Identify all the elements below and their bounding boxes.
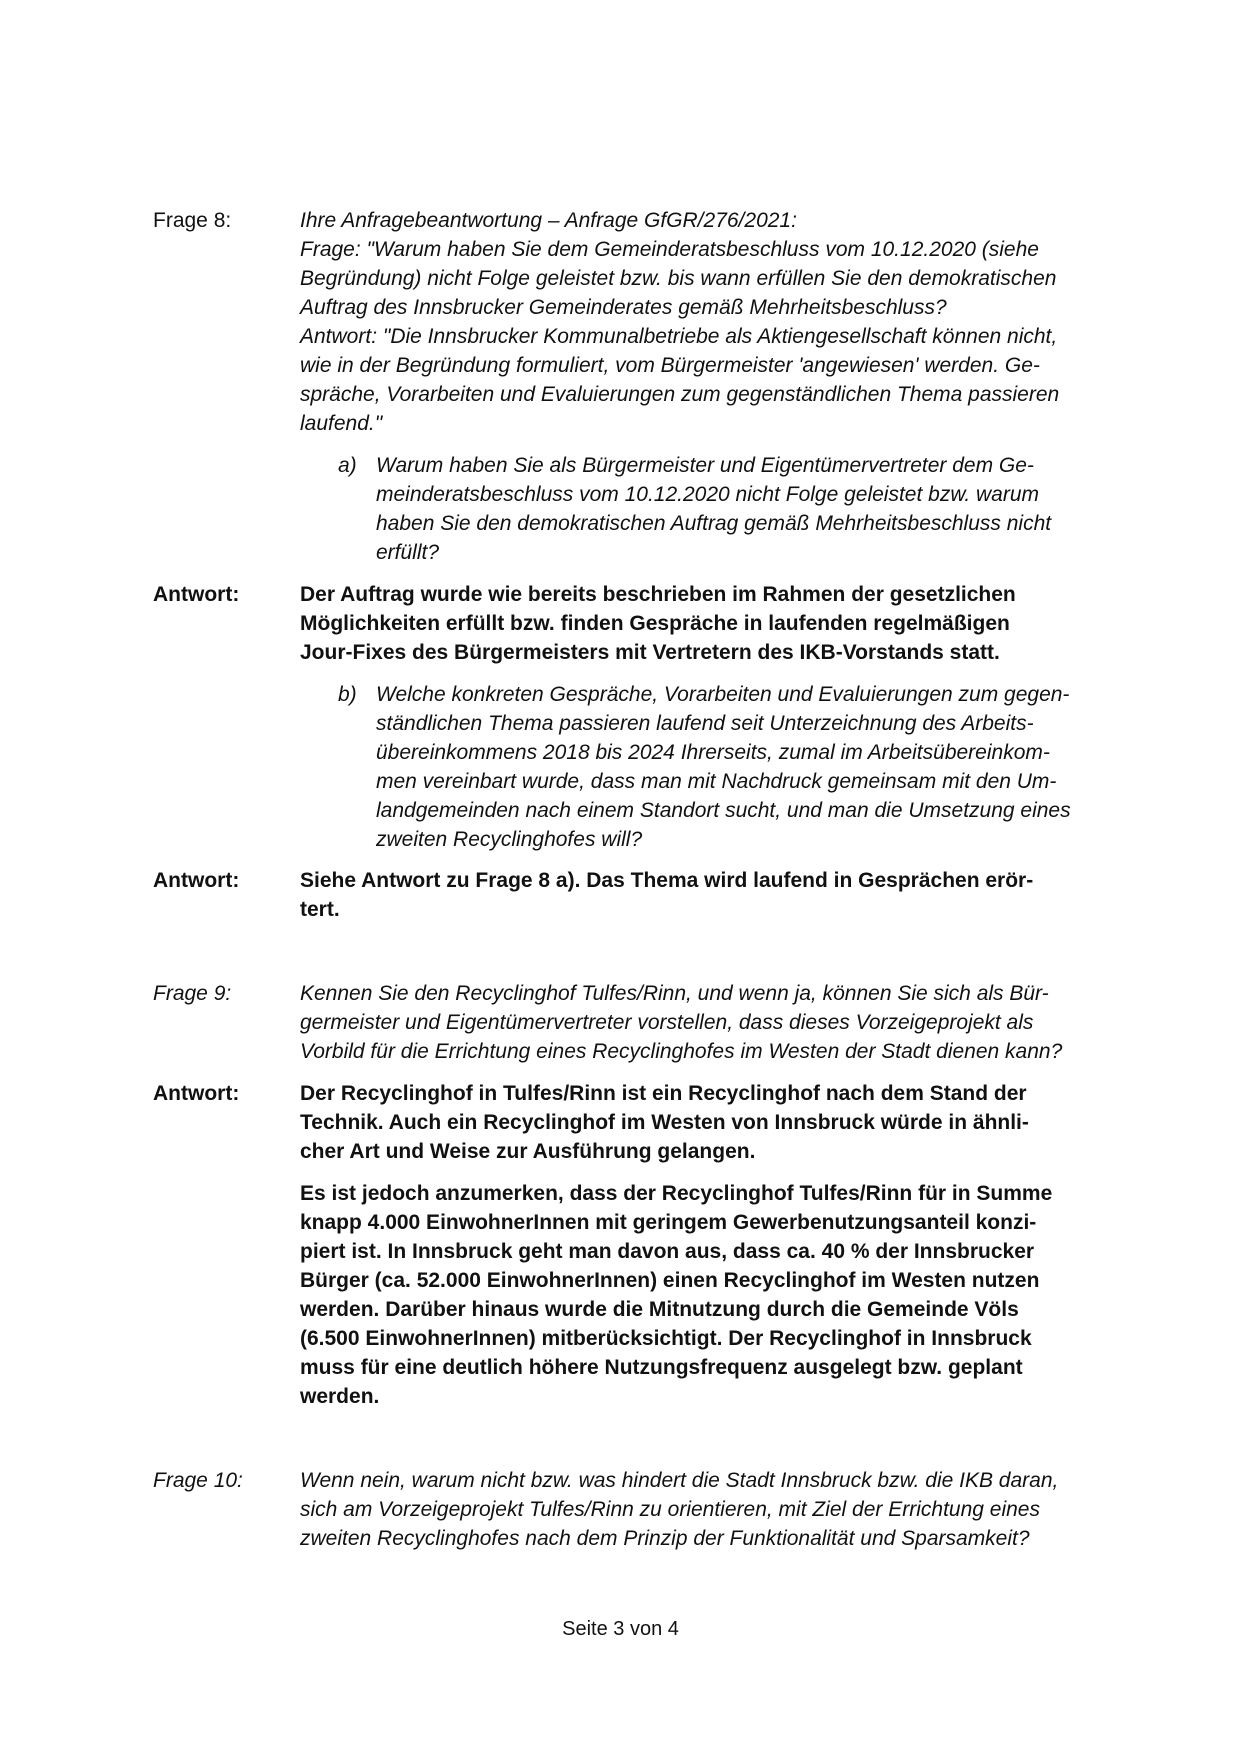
frage-9-label: Frage 9: [153, 982, 232, 1005]
text-line: Bürger (ca. 52.000 EinwohnerInnen) einen Recyclinghof im Westen nutzen [300, 1269, 1040, 1292]
text-line: men vereinbart wurde, dass man mit Nachdruck gemeinsam mit den Um- [376, 770, 1057, 793]
antwort-text [300, 580, 1241, 667]
text-line: spräche, Vorarbeiten und Evaluierungen zum gegenständlichen Thema passieren [300, 383, 1060, 406]
text-line: piert ist. In Innsbruck geht man davon aus, dass ca. 40 % der Innsbrucker [300, 1240, 1035, 1263]
text-line: Auftrag des Innsbrucker Gemeinderates gemäß Mehrheitsbeschluss? [300, 296, 947, 319]
frage-10-text [300, 1466, 1241, 1553]
page-number: Seite 3 von 4 [562, 1618, 679, 1640]
text-line: laufend." [300, 412, 383, 435]
text-line: Es ist jedoch anzumerken, dass der Recyclinghof Tulfes/Rinn für in Summe [300, 1182, 1053, 1205]
text-line: knapp 4.000 EinwohnerInnen mit geringem Gewerbenutzungsanteil konzi- [300, 1211, 1037, 1234]
text-line: Frage: "Warum haben Sie dem Gemeinderatsbeschluss vom 10.12.2020 (siehe [300, 238, 1039, 261]
text-line: sich am Vorzeigeprojekt Tulfes/Rinn zu orientieren, mit Ziel der Errichtung eines [300, 1498, 1040, 1521]
antwort-text-paragraph-2 [300, 1179, 1241, 1411]
text-line: cher Art und Weise zur Ausführung gelangen. [300, 1140, 756, 1163]
text-line: zweiten Recyclinghofes nach dem Prinzip der Funktionalität und Sparsamkeit? [300, 1527, 1030, 1550]
text-line: Siehe Antwort zu Frage 8 a). Das Thema wird laufend in Gesprächen erör- [300, 869, 1034, 892]
text-line: (6.500 EinwohnerInnen) mitberücksichtigt. Der Recyclinghof in Innsbruck [300, 1327, 1032, 1350]
antwort-label: Antwort: [153, 583, 240, 606]
frage-9-text [300, 979, 1241, 1066]
text-line: tert. [300, 898, 340, 921]
antwort-label: Antwort: [153, 869, 240, 892]
text-line: Technik. Auch ein Recyclinghof im Westen von Innsbruck würde in ähnli- [300, 1111, 1029, 1134]
text-line: Antwort: "Die Innsbrucker Kommunalbetriebe als Aktiengesellschaft können nicht, [300, 325, 1058, 348]
frage-10-label: Frage 10: [153, 1469, 243, 1492]
text-line: meinderatsbeschluss vom 10.12.2020 nicht Folge geleistet bzw. warum [376, 483, 1040, 506]
text-line: Der Recyclinghof in Tulfes/Rinn ist ein Recyclinghof nach dem Stand der [300, 1082, 1027, 1105]
text-line: landgemeinden nach einem Standort sucht, und man die Umsetzung eines [376, 799, 1071, 822]
frage-8-text [300, 206, 1241, 438]
sub-letter: b) [338, 683, 357, 706]
text-line: übereinkommens 2018 bis 2024 Ihrerseits, zumal im Arbeitsübereinkom- [376, 741, 1050, 764]
text-line: wie in der Begründung formuliert, vom Bürgermeister 'angewiesen' werden. Ge- [300, 354, 1040, 377]
text-line: werden. [300, 1385, 380, 1408]
text-line: werden. Darüber hinaus wurde die Mitnutzung durch die Gemeinde Völs [300, 1298, 1019, 1321]
sub-letter: a) [338, 454, 357, 477]
text-line: Ihre Anfragebeantwortung – Anfrage GfGR/276/2021: [300, 209, 797, 232]
text-line: Warum haben Sie als Bürgermeister und Eigentümervertreter dem Ge- [376, 454, 1034, 477]
frage-8-label: Frage 8: [153, 209, 232, 232]
text-line: Der Auftrag wurde wie bereits beschrieben im Rahmen der gesetzlichen [300, 583, 1016, 606]
text-line: Wenn nein, warum nicht bzw. was hindert die Stadt Innsbruck bzw. die IKB daran, [300, 1469, 1059, 1492]
text-line: ständlichen Thema passieren laufend seit Unterzeichnung des Arbeits- [376, 712, 1034, 735]
text-line: Welche konkreten Gespräche, Vorarbeiten und Evaluierungen zum gegen- [376, 683, 1070, 706]
text-line: erfüllt? [376, 541, 440, 564]
text-line: Begründung) nicht Folge geleistet bzw. bis wann erfüllen Sie den demokratischen [300, 267, 1057, 290]
text-line: germeister und Eigentümervertreter vorstellen, dass dieses Vorzeigeprojekt als [300, 1011, 1034, 1034]
antwort-text [300, 866, 1241, 924]
text-line: Möglichkeiten erfüllt bzw. finden Gespräche in laufenden regelmäßigen [300, 612, 1010, 635]
text-line: Vorbild für die Errichtung eines Recyclinghofes im Westen der Stadt dienen kann? [300, 1040, 1063, 1063]
text-line: zweiten Recyclinghofes will? [376, 828, 643, 851]
text-line: haben Sie den demokratischen Auftrag gemäß Mehrheitsbeschluss nicht [376, 512, 1052, 535]
text-line: muss für eine deutlich höhere Nutzungsfrequenz ausgelegt bzw. geplant [300, 1356, 1023, 1379]
sub-text [376, 680, 1071, 854]
antwort-label: Antwort: [153, 1082, 240, 1105]
antwort-text-paragraph-1 [300, 1079, 1241, 1166]
sub-text [376, 451, 1051, 567]
text-line: Kennen Sie den Recyclinghof Tulfes/Rinn, und wenn ja, können Sie sich als Bür- [300, 982, 1049, 1005]
text-line: Jour-Fixes des Bürgermeisters mit Vertretern des IKB-Vorstands statt. [300, 641, 1000, 664]
